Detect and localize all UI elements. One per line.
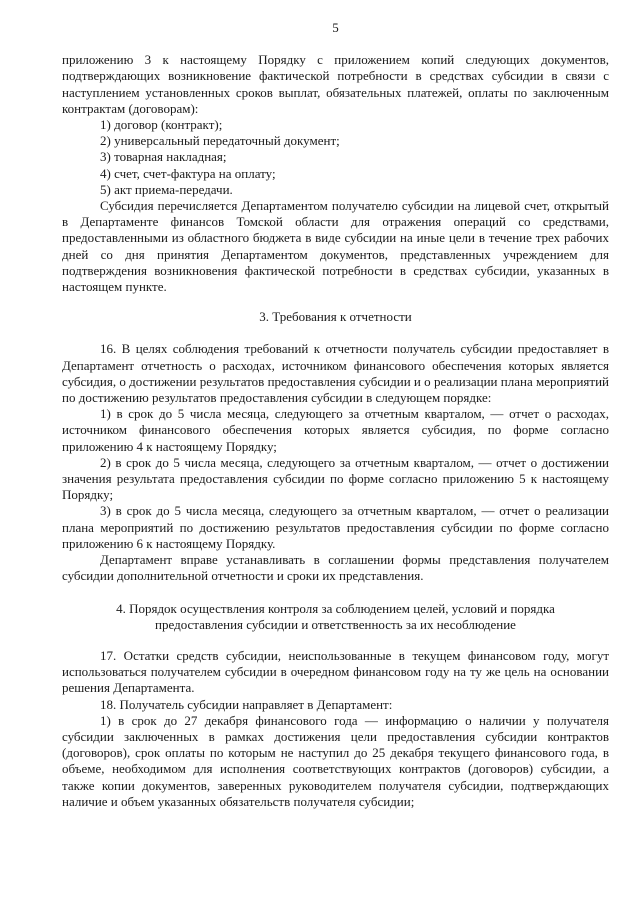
section-heading-control-line1: 4. Порядок осуществления контроля за соблюдением целей, условий и порядка: [116, 600, 555, 616]
page-number: 5: [332, 20, 339, 35]
clause-16-item: 1) в срок до 5 числа месяца, следующего за отчетным кварталом, — отчет о расходах, источником финансового обеспечения которых является субсидия, по форме согласно приложению 4 к настоящему Порядку;: [62, 406, 609, 454]
subsidy-transfer-paragraph: Субсидия перечисляется Департаментом получателю субсидии на лицевой счет, открытый в Департаменте финансов Томской области для отражения операций со средствами, предоставленными из областного бюджета в виде субсидии на иные цели в течение трех рабочих дней со дня принятия Департаментом документов, представленных учреждением для подтверждения возникновения фактической потребности в средствах субсидии, указанных в настоящем пункте.: [62, 198, 609, 295]
clause-17: 17. Остатки средств субсидии, неиспользованные в текущем финансовом году, могут использоваться получателем субсидии в очередном финансовом году на ту же цель на основании решения Департамента.: [62, 647, 609, 696]
document-page: [62, 20, 609, 810]
section-heading-reporting: 3. Требования к отчетности: [259, 309, 412, 325]
clause-18-intro: 18. Получатель субсидии направляет в Департамент:: [100, 696, 393, 712]
document-list-item: 2) универсальный передаточный документ;: [100, 133, 340, 149]
department-right-paragraph: Департамент вправе устанавливать в соглашении формы представления получателем субсидии дополнительной отчетности и сроки их представления.: [62, 552, 609, 584]
document-list-item: 3) товарная накладная;: [100, 149, 227, 165]
document-list-item: 4) счет, счет-фактура на оплату;: [100, 165, 276, 181]
clause-18-item: 1) в срок до 27 декабря финансового года — информацию о наличии у получателя субсидии заключенных в рамках достижения цели предоставления субсидии контрактов (договоров), срок оплаты по которым не наступил до 25 декабря текущего финансового года, в объеме, необходимом для исполнения соответствующих контрактов (договоров) субсидии, а также копии документов, заверенных руководителем получателя субсидии, подтверждающих наличие и объем указанных обязательств получателя субсидии;: [62, 712, 609, 809]
clause-16-item: 2) в срок до 5 числа месяца, следующего за отчетным кварталом, — отчет о достижении значения результата предоставления субсидии по форме согласно приложению 5 к настоящему Порядку;: [62, 454, 609, 503]
section-heading-control: [62, 601, 609, 633]
document-list-item: 1) договор (контракт);: [100, 117, 223, 133]
section-heading-control-line2: предоставления субсидии и ответственность за их несоблюдение: [155, 616, 516, 632]
clause-16-intro: 16. В целях соблюдения требований к отчетности получатель субсидии предоставляет в Департамент отчетность о расходах, источником финансового обеспечения которых является субсидия, о достижении результатов предоставления субсидии и о реализации плана мероприятий по достижению результатов предоставления субсидии в следующем порядке:: [62, 341, 609, 406]
section2-continuation-paragraph: приложению 3 к настоящему Порядку с приложением копий следующих документов, подтверждающих возникновение фактической потребности в средствах субсидии в связи с наступлением установленных сроков выплат, обязательных платежей, оплаты по заключенным контрактам (договорам):: [62, 52, 609, 116]
document-list-item: 5) акт приема-передачи.: [100, 181, 233, 197]
clause-16-item: 3) в срок до 5 числа месяца, следующего за отчетным кварталом, — отчет о реализации плана мероприятий по достижению результатов предоставления субсидии по форме согласно приложению 6 к настоящему Порядку.: [62, 503, 609, 551]
